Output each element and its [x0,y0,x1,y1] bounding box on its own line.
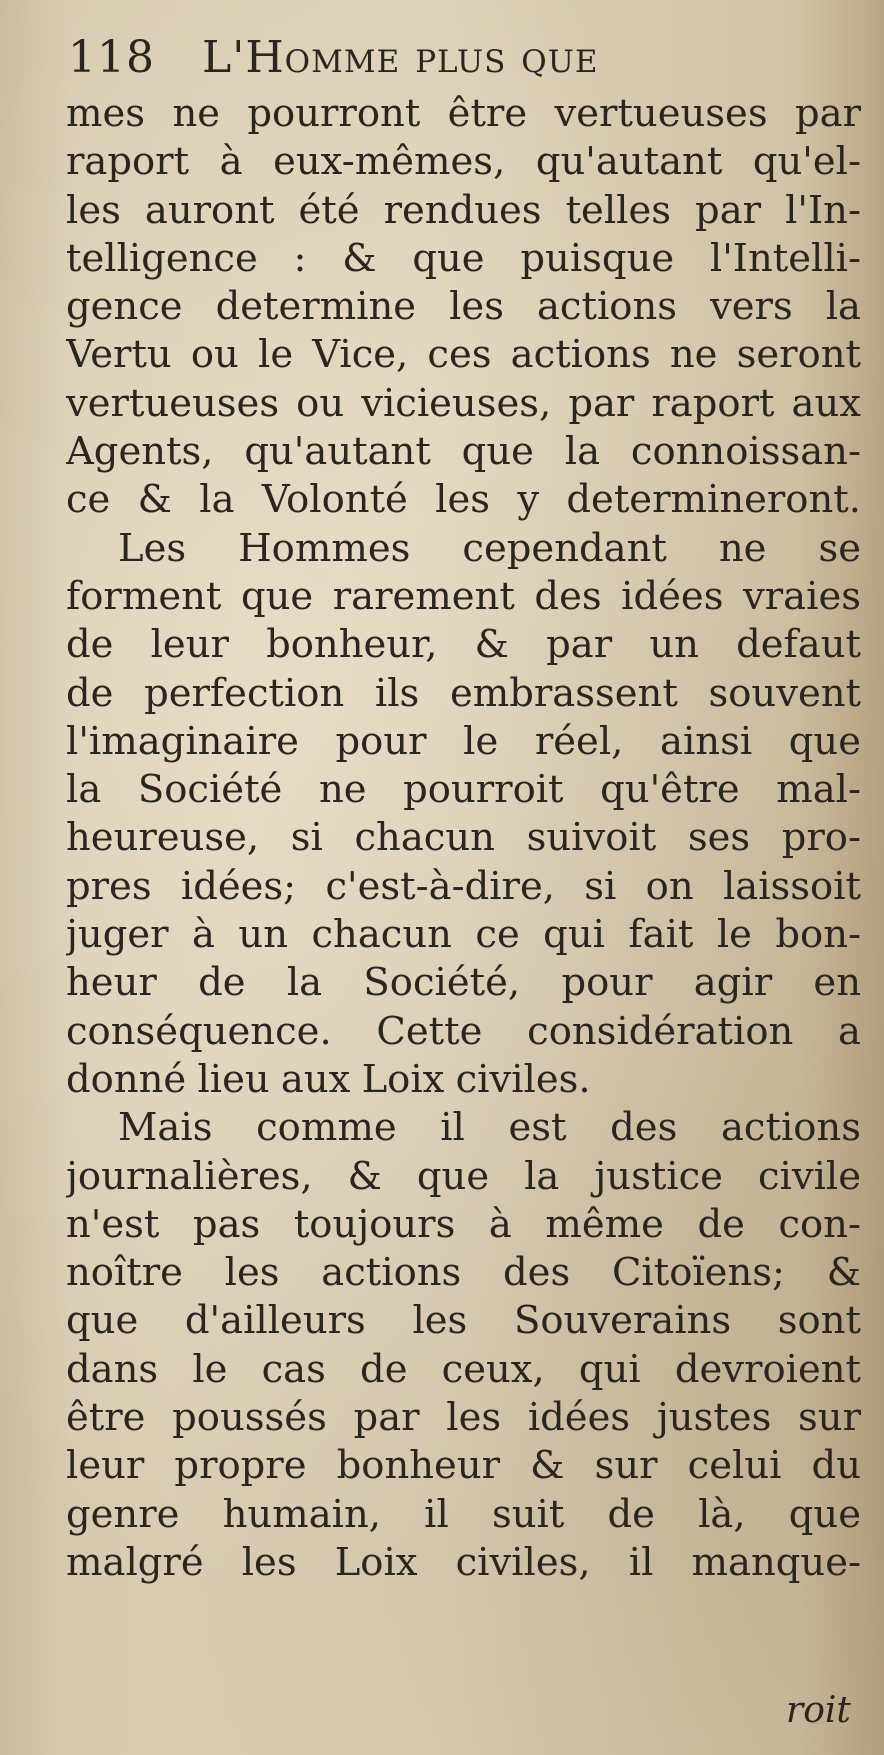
text-line: de leur bonheur, & par un defaut [66,622,861,668]
running-head: L'Homme plus que [202,32,599,83]
page-header [68,28,828,88]
text-line: ce & la Volonté les y determineront. [66,477,861,523]
text-line: malgré les Loix civiles, il manque- [66,1539,861,1585]
text-line: forment que rarement des idées vraies [66,573,861,619]
paragraph-end-line: donné lieu aux Loix civiles. [66,1056,591,1102]
text-line: leur propre bonheur & sur celui du [66,1443,861,1489]
text-line: heureuse, si chacun suivoit ses pro- [66,815,861,861]
text-line: heur de la Société, pour agir en [66,960,861,1006]
paragraph-start-line: Les Hommes cependant ne se [118,525,861,571]
text-line: n'est pas toujours à même de con- [66,1201,861,1247]
text-line: genre humain, il suit de là, que [66,1491,861,1537]
text-line: pres idées; c'est-à-dire, si on laissoit [66,863,861,909]
text-line: l'imaginaire pour le réel, ainsi que [66,718,861,764]
text-line: vertueuses ou vicieuses, par raport aux [66,380,861,426]
page-number: 118 [68,32,155,83]
text-line: la Société ne pourroit qu'être mal- [66,767,861,813]
text-line: gence determine les actions vers la [66,284,861,330]
text-line: Vertu ou le Vice, ces actions ne seront [66,332,861,378]
text-line: les auront été rendues telles par l'In- [66,187,861,233]
text-line: être poussés par les idées justes sur [66,1395,861,1441]
text-line: mes ne pourront être vertueuses par [66,91,861,136]
text-line: raport à eux-mêmes, qu'autant qu'el- [66,139,861,185]
text-line: journalières, & que la justice civile [66,1153,861,1199]
text-line: de perfection ils embrassent souvent [66,670,861,716]
paragraph-start-line: Mais comme il est des actions [118,1105,861,1151]
text-line: que d'ailleurs les Souverains sont [66,1298,861,1344]
body-text [66,90,861,1587]
text-line: telligence : & que puisque l'Intelli- [66,235,861,281]
text-line: noître les actions des Citoïens; & [66,1250,861,1296]
text-line: dans le cas de ceux, qui devroient [66,1346,861,1392]
catchword: roit [786,1690,851,1731]
text-line: conséquence. Cette considération a [66,1008,861,1054]
text-line: Agents, qu'autant que la connoissan- [66,429,861,475]
text-line: juger à un chacun ce qui fait le bon- [66,912,861,958]
